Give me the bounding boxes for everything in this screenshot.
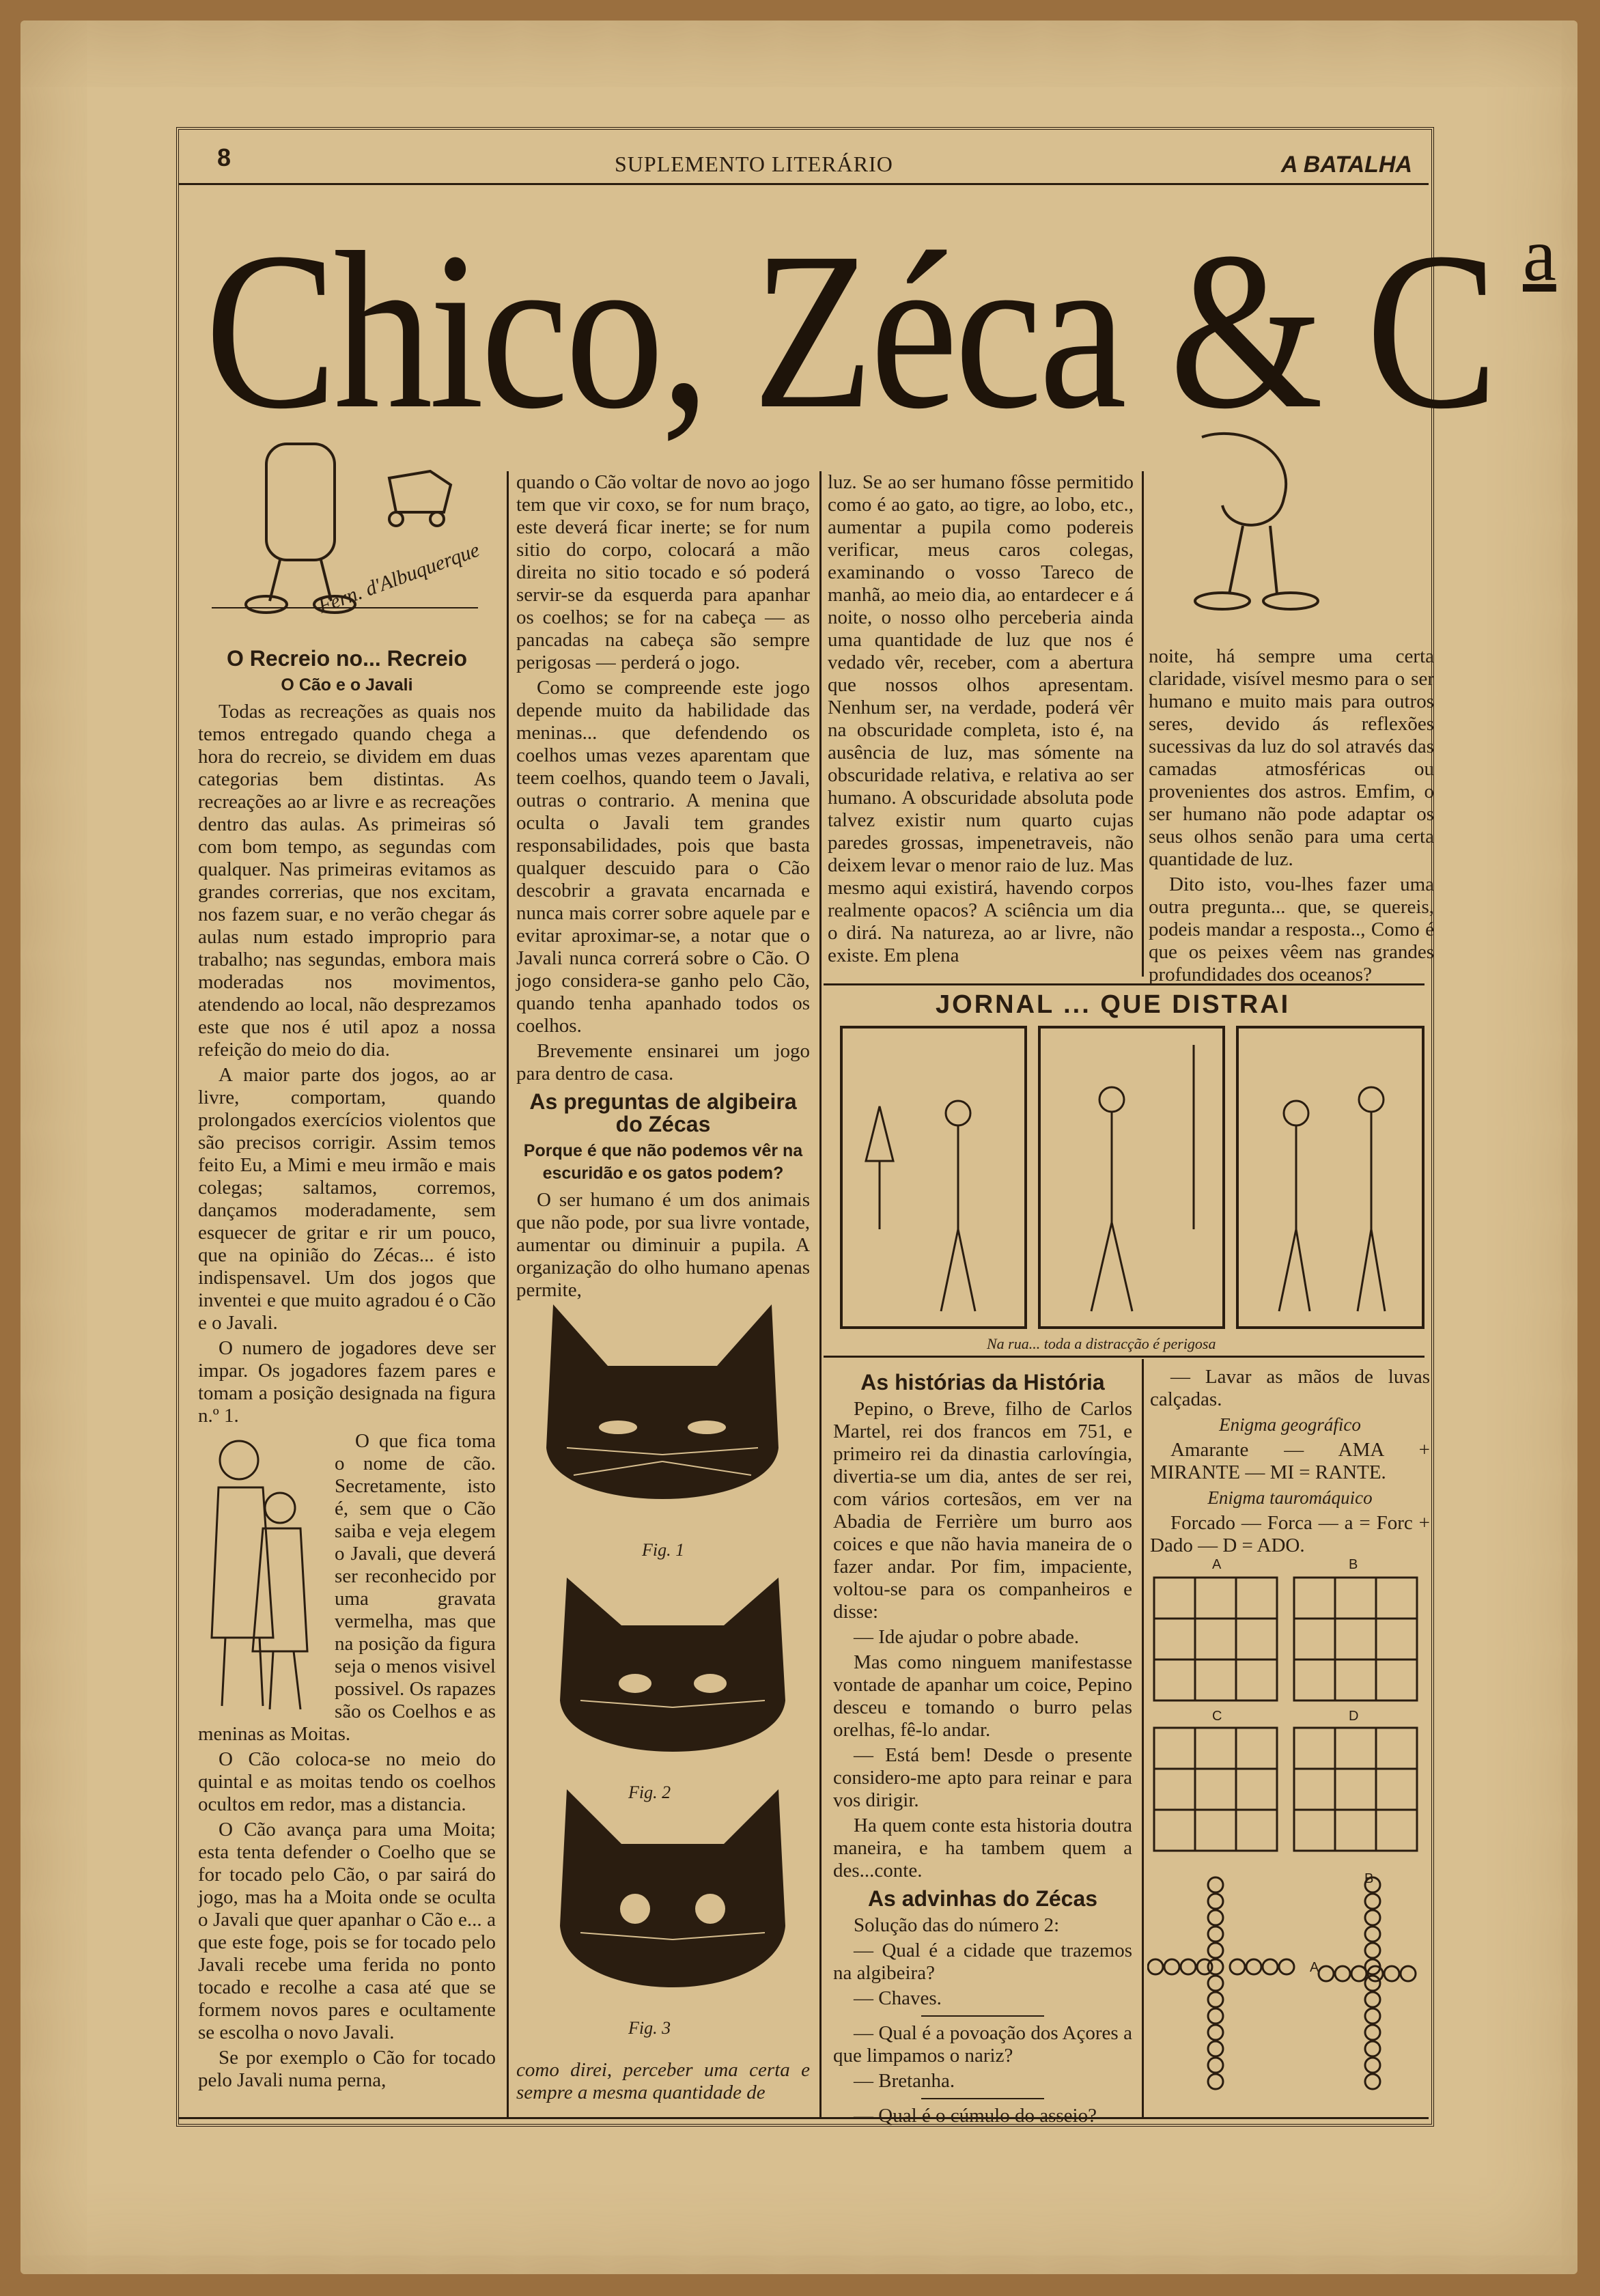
- column-rule: [819, 471, 822, 2117]
- bead: [1208, 2058, 1223, 2073]
- paragraph: noite, há sempre uma certa claridade, visível mesmo para o ser humano e muito mais para outros seres, devido ás reflexões sucessivas da luz do sol através das camadas atmosféricas ou provenientes dos astros. Emfim, o ser humano não pode adaptar os seus olhos senão para uma certa quantidade de luz.: [1149, 645, 1434, 870]
- bead: [1208, 1992, 1223, 2007]
- column-continuation: [516, 471, 810, 1304]
- article-subtitle: O Cão e o Javali: [281, 675, 413, 695]
- bead: [1208, 2074, 1223, 2089]
- cat-figure-1: [526, 1291, 799, 1550]
- bead: [1401, 1966, 1416, 1981]
- article-title: As advinhas do Zécas: [867, 1886, 1098, 1911]
- paragraph: O ser humano é um dos animais que não pode, por sua livre vontade, aumentar ou diminuir a pupila. A organização do olho humano apenas permite,: [516, 1189, 810, 1301]
- bead: [1148, 1959, 1163, 1974]
- masthead-title-sup: a: [1523, 213, 1556, 296]
- paragraph: O Cão avança para uma Moita; esta tenta defender o Coelho que se for tocado pelo Cão, o par sairá do jogo, mas ha a Moita onde se oculta o Javali que quer apanhar o Cão e... a que este foge, pois se for tocado pelo Javali recebe uma ferida no ponto tocado e recolhe a casa até que se formem novos pares e ocultamente se escolha o novo Javali.: [198, 1819, 496, 2043]
- bead: [1208, 2008, 1223, 2024]
- masthead-title: Chico, Zéca & C: [205, 206, 1495, 456]
- article-title: O Recreio no... Recreio: [226, 646, 468, 671]
- enigma-title: Enigma geográfico: [1219, 1414, 1361, 1435]
- bead: [1208, 1910, 1223, 1925]
- bead: [1230, 1959, 1245, 1974]
- puzzle-grids: [1147, 1557, 1434, 1858]
- column-recreio: [198, 642, 496, 2095]
- riddle-answer: — Bretanha.: [854, 2070, 955, 2092]
- bead: [1365, 1943, 1380, 1958]
- section-title: SUPLEMENTO LITERÁRIO: [615, 152, 893, 176]
- column-continuation-2: [828, 471, 1134, 970]
- bead: [1181, 1959, 1196, 1974]
- cat-figure-2: [539, 1564, 806, 1789]
- bead: [1208, 1976, 1223, 1991]
- grid-drawing: [1147, 1557, 1434, 1858]
- paragraph: Brevemente ensinarei um jogo para dentro de casa.: [516, 1040, 810, 1084]
- bead: [1365, 2074, 1380, 2089]
- bead: [1319, 1966, 1334, 1981]
- cat-figure-3: [539, 1776, 806, 2021]
- grid-label: A: [1212, 1557, 1222, 1572]
- article-title: As preguntas de algibeira do Zécas: [529, 1089, 797, 1136]
- bead: [1351, 1966, 1366, 1981]
- grid-label: C: [1212, 1709, 1222, 1724]
- bead: [1365, 1877, 1380, 1892]
- cartoon-man-illustration: [1161, 423, 1386, 621]
- paragraph: Solução das do número 2:: [854, 1914, 1060, 1936]
- riddle-question: — Qual é a cidade que trazemos na algibeira?: [833, 1940, 1132, 1984]
- section-rule: [824, 1356, 1424, 1358]
- bead: [1263, 1959, 1278, 1974]
- cross-label: A: [1310, 1960, 1319, 1975]
- column-enigmas: [1150, 1366, 1430, 1560]
- comic-strip: [839, 1024, 1426, 1332]
- paragraph: quando o Cão voltar de novo ao jogo tem que vir coxo, se for num braço, este deverá ficar inerte; se for num sitio do corpo, colocará a mão direita no sitio tocado e só poderá servir-se da esquerda para apanhar os coelhos; se for na cabeça — as pancadas na cabeça são sempre perigosas — perderá o jogo.: [516, 471, 810, 673]
- bead-crosses: [1147, 1871, 1434, 2110]
- header-rule: [179, 183, 1429, 185]
- bead: [1365, 2025, 1380, 2040]
- paragraph: Todas as recreações as quais nos temos entregado quando chega a hora do recreio, se dividem em duas categorias bem distintas. As recreações ao ar livre e as recreações dentro das aulas. As primeiras só com bom tempo, as segundas com qualquer. Nas primeiras evitamos as grandes correrias, que nos excitam, nos fazem suar, e no verão chegar ás aulas num estado improprio para trabalho; nas segundas, embora mais moderadas nos movimentos, atendendo ao local, não desprezamos este que nos é util apoz a nossa refeição do meio do dia.: [198, 701, 496, 1061]
- column-historias: [833, 1366, 1132, 2130]
- comic-title: JORNAL ... QUE DISTRAI: [936, 990, 1291, 1019]
- riddle-question: — Qual é a povoação dos Açores a que limpamos o nariz?: [833, 2022, 1132, 2067]
- article-title: As histórias da História: [860, 1370, 1105, 1395]
- page-number: 8: [217, 143, 231, 171]
- comic-caption: Na rua... toda a distracção é perigosa: [987, 1335, 1216, 1352]
- riddle-answer: — Lavar as mãos de luvas calçadas.: [1150, 1366, 1430, 1410]
- bead: [1208, 2041, 1223, 2056]
- bead: [1365, 2058, 1380, 2073]
- bead: [1197, 1959, 1212, 1974]
- bead: [1279, 1959, 1294, 1974]
- column-rule: [507, 471, 509, 2117]
- enigma-title: Enigma tauromáquico: [1207, 1487, 1373, 1508]
- bead: [1208, 2025, 1223, 2040]
- paragraph: Ha quem conte esta historia doutra maneira, e ha tambem quem a des...conte.: [833, 1815, 1132, 1881]
- enigma-solution: Amarante — AMA + MIRANTE — MI = RANTE.: [1150, 1439, 1430, 1483]
- bead: [1365, 1992, 1380, 2007]
- grid-label: D: [1349, 1709, 1359, 1724]
- newspaper-name: A BATALHA: [1281, 152, 1412, 178]
- bead: [1164, 1959, 1179, 1974]
- illustrator-signature: Fern. d'Albuquerque: [315, 538, 483, 618]
- paragraph: A maior parte dos jogos, ao ar livre, comportam, quando prolongados exercícios violentos que são precisos corrigir. Assim temos feito Eu, a Mimi e meu irmão e mais colegas; saltamos, corremos, dançamos moderadamente, sem esquecer de gritar e rir um pouco, que na opinião do Zécas... é isto indispensavel. Um dos jogos que inventei e que muito agradou é o Cão e o Javali.: [198, 1064, 496, 1334]
- bead: [1246, 1959, 1261, 1974]
- riddle-question: — Qual é o cúmulo do asseio?: [854, 2105, 1097, 2127]
- paragraph: Pepino, o Breve, filho de Carlos Martel, rei dos francos em 751, e primeiro rei da dinastia carlovíngia, divertia-se um dia, antes de ser rei, com vários cortesãos, em ver na Abadia de Ferrière um burro aos coices e que não havia maneira de o fazer andar. Por fim, impaciente, voltou-se para os companheiros e disse:: [833, 1398, 1132, 1623]
- paragraph: Mas como ninguem manifestasse vontade de apanhar um coice, Pepino desceu e tomando o burro pelas orelhas, fê-lo andar.: [833, 1651, 1132, 1741]
- paragraph: O que fica toma o nome de cão. Secretamente, isto é, sem que o Cão saiba e veja elegem o Javali, que deverá ser reconhecido por uma gravata vermelha, mas que na posição da figura seja o menos visivel possivel. Os rapazes são os Coelhos e as meninas as Moitas.: [198, 1430, 496, 1745]
- enigma-solution: Forcado — Forca — a = Forc + Dado — D = ADO.: [1150, 1512, 1430, 1556]
- bead: [1335, 1966, 1350, 1981]
- paragraph: Dito isto, vou-lhes fazer uma outra pregunta... que, se quereis, podeis mandar a resposta.., Como é que os peixes vêem nas grandes profundidades dos oceanos?: [1149, 873, 1434, 985]
- paragraph: Como se compreende este jogo depende muito da habilidade das meninas... que defendendo os coelhos umas vezes aparentam que teem coelhos, quando teem o Javali, outras o contrario. A menina que oculta o Javali tem grandes responsabilidades, pois que basta qualquer descuido para o Cão descobrir a gravata encarnada e nunca mais correr sobre aquele par e evitar aproximar-se, a notar que o Javali nunca correrá sobre o Cão. O jogo considera-se ganho pelo Cão, quando tenha apanhado todos os coelhos.: [516, 677, 810, 1037]
- children-game-illustration: [198, 1433, 328, 1720]
- article-subtitle: Porque é que não podemos vêr na escuridão e os gatos podem?: [523, 1141, 803, 1183]
- bead: [1208, 1927, 1223, 1942]
- paragraph: luz. Se ao ser humano fôsse permitido como é ao gato, ao tigre, ao lobo, etc., aumentar a pupila como podereis verificar, meus caros colegas, examinando o vosso Tareco de manhã, ao meio dia, ao entardecer e á noite, o nosso olho perceberia ainda uma quantidade de luz que nos é vedado vêr, receber, com a abertura que nossos olhos apresentam. Nenhum ser, na verdade, poderá vêr na obscuridade completa, isto é, na ausência de luz, mas sómente na obscuridade relativa, e relativa ao ser humano. A obscuridade absoluta pode talvez existir num quarto cujas paredes grossas, impenetraveis, não deixem levar o menor raio de luz. Mas mesmo aqui existirá, havendo corpos realmente opacos? A sciência um dia o dirá. Na natureza, ao ar livre, não existe. Em plena: [828, 471, 1134, 966]
- figure-label: Fig. 1: [642, 1540, 685, 1560]
- cross-label: B: [1364, 1871, 1374, 1886]
- paragraph: — Ide ajudar o pobre abade.: [854, 1626, 1080, 1648]
- column-continuation-3: [1149, 645, 1434, 989]
- bead: [1208, 1943, 1223, 1958]
- column-rule: [1142, 1359, 1144, 2117]
- bead: [1365, 1910, 1380, 1925]
- grid-label: B: [1349, 1557, 1358, 1572]
- paragraph: O numero de jogadores deve ser impar. Os jogadores fazem pares e tomam a posição designada na figura n.º 1.: [198, 1337, 496, 1427]
- column-rule: [1142, 471, 1144, 977]
- figure-label: Fig. 2: [628, 1782, 671, 1802]
- paragraph: O Cão coloca-se no meio do quintal e as moitas tendo os coelhos ocultos em redor, mas a distancia.: [198, 1748, 496, 1815]
- bead: [1208, 1894, 1223, 1909]
- bead: [1384, 1966, 1399, 1981]
- figure-label: Fig. 3: [628, 2018, 671, 2038]
- column-tail: [516, 2059, 810, 2107]
- bead: [1365, 1894, 1380, 1909]
- bead: [1365, 1976, 1380, 1991]
- bead: [1365, 2041, 1380, 2056]
- bead: [1365, 1927, 1380, 1942]
- paragraph: Se por exemplo o Cão for tocado pelo Javali numa perna,: [198, 2047, 496, 2091]
- bead: [1365, 2008, 1380, 2024]
- bead: [1208, 1877, 1223, 1892]
- cross-drawing: [1147, 1871, 1434, 2110]
- bottom-rule: [179, 2117, 1429, 2119]
- paragraph: — Está bem! Desde o presente considero-me apto para reinar e para vos dirigir.: [833, 1744, 1132, 1811]
- paragraph: como direi, perceber uma certa e sempre a mesma quantidade de: [516, 2059, 810, 2103]
- riddle-answer: — Chaves.: [854, 1987, 942, 2009]
